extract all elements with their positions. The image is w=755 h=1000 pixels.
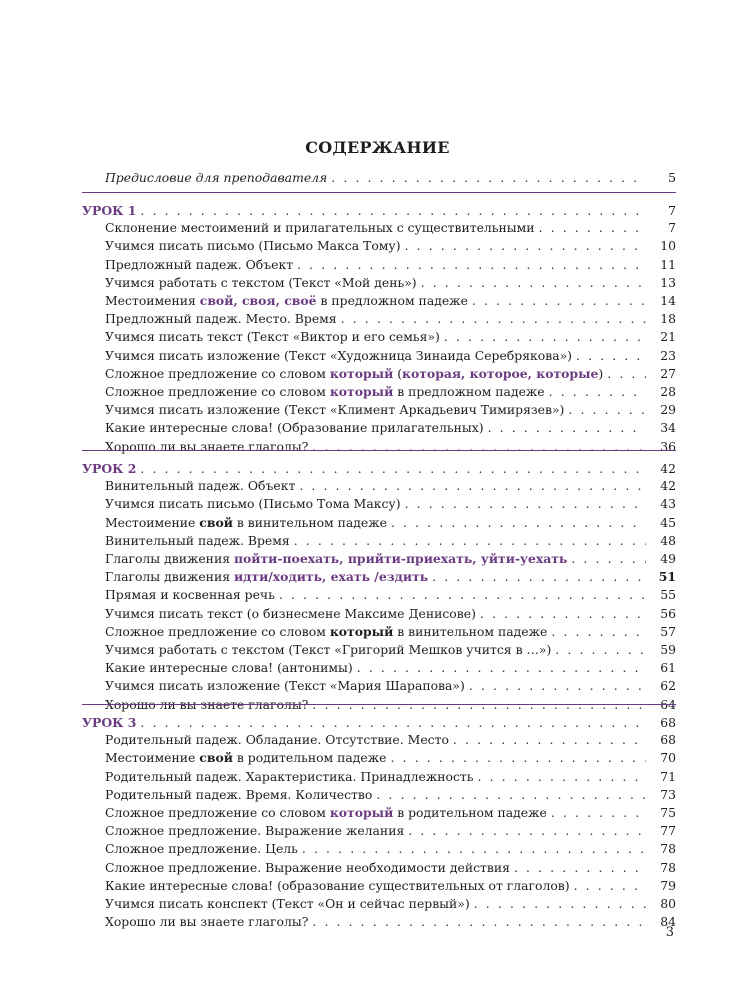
highlighted-term: который [329, 366, 394, 381]
toc-entry[interactable] [105, 678, 676, 694]
page-ref: 13 [660, 275, 676, 290]
dot-leader [376, 787, 646, 803]
dot-leader [444, 329, 646, 345]
toc-entry[interactable] [105, 750, 676, 766]
toc-entry-title [105, 660, 353, 676]
toc-entry[interactable] [105, 311, 676, 327]
toc-entry-title [105, 606, 476, 622]
title-fragment: Предложный падеж. Место. Время [105, 311, 337, 326]
section-divider [82, 192, 676, 193]
dot-leader [302, 841, 646, 857]
title-fragment: Учимся писать текст (о бизнесмене Максиме Денисове) [105, 606, 476, 621]
toc-entry-title [105, 275, 417, 291]
title-fragment: Учимся писать изложение (Текст «Художница Зинаида Серебрякова») [105, 348, 572, 363]
title-fragment: Сложное предложение. Выражение необходимости действия [105, 860, 510, 875]
dot-leader [472, 293, 646, 309]
dot-leader [312, 439, 646, 455]
title-fragment: Глаголы движения [105, 569, 234, 584]
toc-entry[interactable] [105, 896, 676, 912]
page-ref: 55 [660, 587, 676, 602]
dot-leader [607, 366, 646, 382]
toc-entry[interactable] [105, 697, 676, 713]
toc-entry[interactable] [105, 823, 676, 839]
title-fragment: Сложное предложение со словом [105, 805, 330, 820]
toc-entry-title [105, 587, 275, 603]
page-ref: 23 [660, 348, 676, 363]
toc-entry-title [105, 348, 572, 364]
toc-entry-title [105, 439, 308, 455]
title-fragment: Склонение местоимений и прилагательных с существительными [105, 220, 535, 235]
toc-entry[interactable] [105, 841, 676, 857]
toc-entry[interactable] [105, 533, 676, 549]
dot-leader [555, 642, 646, 658]
toc-entry[interactable] [105, 384, 676, 400]
page-ref: 36 [660, 439, 676, 454]
toc-entry-title [105, 515, 387, 531]
bold-term: свой [199, 750, 233, 765]
dot-leader [480, 606, 646, 622]
toc-lesson-heading-title: УРОК 1 [82, 203, 137, 218]
page-ref: 18 [660, 311, 676, 326]
toc-entry[interactable] [105, 606, 676, 622]
title-fragment: Учимся писать письмо (Письмо Макса Тому) [105, 238, 401, 253]
page-ref: 78 [660, 841, 676, 856]
toc-entry[interactable] [105, 878, 676, 894]
page-ref: 71 [660, 769, 676, 784]
page-ref: 84 [660, 914, 676, 929]
toc-entry[interactable] [105, 275, 676, 291]
highlighted-term: который [329, 805, 394, 820]
toc-entry-title [105, 624, 547, 640]
toc-entry-title [105, 257, 293, 273]
dot-leader [421, 275, 646, 291]
dot-leader [469, 678, 646, 694]
dot-leader [408, 823, 646, 839]
dot-leader [478, 769, 646, 785]
toc-entry[interactable] [105, 660, 676, 676]
page-ref: 45 [660, 515, 676, 530]
title-fragment: в предложном падеже [316, 293, 468, 308]
toc-entry-title [105, 805, 547, 821]
toc-lesson-heading-title: УРОК 2 [82, 461, 137, 476]
page-ref: 79 [660, 878, 676, 893]
dot-leader [297, 257, 646, 273]
title-fragment: ) [598, 366, 604, 381]
toc-entry[interactable] [105, 805, 676, 821]
toc-entry[interactable] [105, 293, 676, 309]
dot-leader [574, 878, 646, 894]
page-ref: 11 [660, 257, 676, 272]
page-ref: 59 [660, 642, 676, 657]
toc-entry-title [105, 478, 295, 494]
dot-leader [488, 420, 646, 436]
toc-entry-title [105, 823, 404, 839]
toc-entry-title [105, 569, 428, 585]
toc-entry-title [105, 420, 484, 436]
page-ref: 51 [658, 569, 676, 584]
page-ref: 68 [660, 715, 676, 730]
title-fragment: Сложное предложение со словом [105, 624, 330, 639]
bold-term: который [329, 624, 394, 639]
dot-leader [331, 170, 646, 186]
toc-entry-title [105, 787, 372, 803]
dot-leader [549, 384, 646, 400]
page-ref: 27 [660, 366, 676, 381]
title-fragment: Сложное предложение. Цель [105, 841, 298, 856]
toc-entry[interactable] [105, 402, 676, 418]
title-fragment: Винительный падеж. Объект [105, 478, 296, 493]
page-ref: 5 [668, 170, 676, 185]
title-fragment: Какие интересные слова! (антонимы) [105, 660, 353, 675]
toc-entry[interactable] [105, 329, 676, 345]
highlighted-term: который [329, 384, 394, 399]
toc-entry-title [105, 220, 535, 236]
title-fragment: Учимся писать изложение (Текст «Климент Аркадьевич Тимирязев») [105, 402, 565, 417]
page-ref: 57 [660, 624, 676, 639]
title-fragment: Местоимения [105, 293, 200, 308]
toc-entry-title [105, 366, 603, 382]
toc-entry[interactable] [105, 569, 676, 585]
title-fragment: в винительном падеже [393, 624, 548, 639]
toc-entry-title [105, 769, 474, 785]
dot-leader [514, 860, 646, 876]
toc-entry[interactable] [105, 478, 676, 494]
toc-lesson-heading[interactable] [82, 461, 676, 477]
toc-preface[interactable] [105, 170, 676, 186]
title-fragment: Сложное предложение со словом [105, 366, 330, 381]
dot-leader [551, 624, 646, 640]
page-ref: 62 [660, 678, 676, 693]
dot-leader [140, 203, 646, 219]
toc-lesson-heading[interactable] [82, 715, 676, 731]
highlighted-term: идти/ходить, ехать /ездить [233, 569, 429, 584]
dot-leader [474, 896, 646, 912]
toc-entry[interactable] [105, 220, 676, 236]
title-fragment: Какие интересные слова! (Образование прилагательных) [105, 420, 484, 435]
toc-entry[interactable] [105, 496, 676, 512]
highlighted-term: свой, своя, своё [199, 293, 317, 308]
dot-leader [341, 311, 646, 327]
toc-entry-title [105, 293, 468, 309]
toc-entry[interactable] [105, 642, 676, 658]
title-fragment: Сложное предложение. Выражение желания [105, 823, 405, 838]
page-ref: 68 [660, 732, 676, 747]
toc-entry-title [105, 750, 386, 766]
dot-leader [539, 220, 646, 236]
toc-entry-title [105, 841, 298, 857]
toc-entry[interactable] [105, 769, 676, 785]
dot-leader [390, 750, 646, 766]
dot-leader [432, 569, 646, 585]
dot-leader [453, 732, 646, 748]
title-fragment: Учимся работать с текстом (Текст «Мой день») [105, 275, 417, 290]
toc-entry-title [105, 238, 401, 254]
toc-entry[interactable] [105, 860, 676, 876]
dot-leader [405, 238, 646, 254]
toc-entry[interactable] [105, 914, 676, 930]
title-fragment: в родительном падеже [393, 805, 547, 820]
title-fragment: ( [393, 366, 403, 381]
page-ref: 10 [660, 238, 676, 253]
title-fragment: Хорошо ли вы знаете глаголы? [105, 914, 309, 929]
toc-lesson-heading-title: УРОК 3 [82, 715, 137, 730]
highlighted-term: которая, которое, которые [402, 366, 599, 381]
toc-entry-title [105, 914, 308, 930]
dot-leader [405, 496, 646, 512]
dot-leader [312, 914, 646, 930]
toc-entry[interactable] [105, 732, 676, 748]
dot-leader [279, 587, 646, 603]
toc-entry[interactable] [105, 787, 676, 803]
title-fragment: Учимся работать с текстом (Текст «Григорий Мешков учится в …») [105, 642, 552, 657]
toc-entry[interactable] [105, 348, 676, 364]
page-ref: 34 [660, 420, 676, 435]
page-ref: 48 [660, 533, 676, 548]
title-fragment: Хорошо ли вы знаете глаголы? [105, 697, 309, 712]
title-fragment: Хорошо ли вы знаете глаголы? [105, 439, 309, 454]
toc-entry[interactable] [105, 366, 676, 382]
dot-leader [551, 805, 646, 821]
toc-lesson-heading[interactable] [82, 203, 676, 219]
page-ref: 14 [660, 293, 676, 308]
page-ref: 49 [660, 551, 676, 566]
page-title: СОДЕРЖАНИЕ [305, 138, 450, 157]
toc-entry[interactable] [105, 420, 676, 436]
title-fragment: Глаголы движения [105, 551, 234, 566]
title-fragment: в винительном падеже [232, 515, 387, 530]
title-fragment: в предложном падеже [393, 384, 545, 399]
title-fragment: Родительный падеж. Обладание. Отсутствие. Место [105, 732, 449, 747]
toc-entry[interactable] [105, 439, 676, 455]
toc-entry-title [105, 329, 440, 345]
title-fragment: Учимся писать текст (Текст «Виктор и его семья») [105, 329, 440, 344]
toc-entry-title [105, 642, 551, 658]
title-fragment: Родительный падеж. Время. Количество [105, 787, 373, 802]
toc-entry-title [105, 697, 308, 713]
highlighted-term: пойти-поехать, прийти-приехать, уйти-уехать [233, 551, 568, 566]
toc-entry[interactable] [105, 238, 676, 254]
title-fragment: Винительный падеж. Время [105, 533, 290, 548]
toc-entry-title [105, 384, 545, 400]
toc-entry[interactable] [105, 551, 676, 567]
toc-entry-title [105, 551, 567, 567]
page-ref: 7 [668, 203, 676, 218]
page-ref: 29 [660, 402, 676, 417]
title-fragment: Сложное предложение со словом [105, 384, 330, 399]
dot-leader [312, 697, 646, 713]
page-ref: 80 [660, 896, 676, 911]
page-ref: 43 [660, 496, 676, 511]
dot-leader [571, 551, 646, 567]
page-ref: 78 [660, 860, 676, 875]
title-fragment: Местоимение [105, 515, 200, 530]
dot-leader [568, 402, 646, 418]
page-ref: 7 [668, 220, 676, 235]
page-ref: 42 [660, 461, 676, 476]
toc-entry-title [105, 678, 465, 694]
dot-leader [391, 515, 646, 531]
dot-leader [299, 478, 646, 494]
title-fragment: в родительном падеже [232, 750, 387, 765]
toc-preface-title: Предисловие для преподавателя [105, 170, 328, 185]
page-ref: 75 [660, 805, 676, 820]
toc-entry-title [105, 533, 290, 549]
dot-leader [140, 461, 646, 477]
toc-entry[interactable] [105, 624, 676, 640]
page-ref: 77 [660, 823, 676, 838]
section-divider [82, 450, 676, 451]
dot-leader [576, 348, 646, 364]
toc-entry[interactable] [105, 515, 676, 531]
toc-entry[interactable] [105, 257, 676, 273]
dot-leader [357, 660, 646, 676]
title-fragment: Учимся писать письмо (Письмо Тома Максу) [105, 496, 401, 511]
title-fragment: Учимся писать изложение (Текст «Мария Шарапова») [105, 678, 465, 693]
toc-entry-title [105, 878, 570, 894]
page-ref: 64 [660, 697, 676, 712]
title-fragment: Родительный падеж. Характеристика. Принадлежность [105, 769, 474, 784]
title-fragment: Предложный падеж. Объект [105, 257, 294, 272]
title-fragment: Учимся писать конспект (Текст «Он и сейчас первый») [105, 896, 470, 911]
title-fragment: Местоимение [105, 750, 200, 765]
page-ref: 73 [660, 787, 676, 802]
toc-entry-title [105, 896, 470, 912]
title-fragment: Прямая и косвенная речь [105, 587, 275, 602]
dot-leader [140, 715, 646, 731]
dot-leader [294, 533, 646, 549]
toc-entry-title [105, 732, 449, 748]
toc-entry-title [105, 860, 510, 876]
title-fragment: Какие интересные слова! (образование существительных от глаголов) [105, 878, 570, 893]
toc-entry-title [105, 496, 401, 512]
page-ref: 70 [660, 750, 676, 765]
page-ref: 21 [660, 329, 676, 344]
page-number: 3 [665, 925, 674, 940]
page-ref: 42 [660, 478, 676, 493]
section-divider [82, 704, 676, 705]
page-ref: 56 [660, 606, 676, 621]
toc-entry-title [105, 402, 564, 418]
toc-entry-title [105, 311, 337, 327]
page-ref: 61 [660, 660, 676, 675]
toc-entry[interactable] [105, 587, 676, 603]
page-ref: 28 [660, 384, 676, 399]
bold-term: свой [199, 515, 233, 530]
